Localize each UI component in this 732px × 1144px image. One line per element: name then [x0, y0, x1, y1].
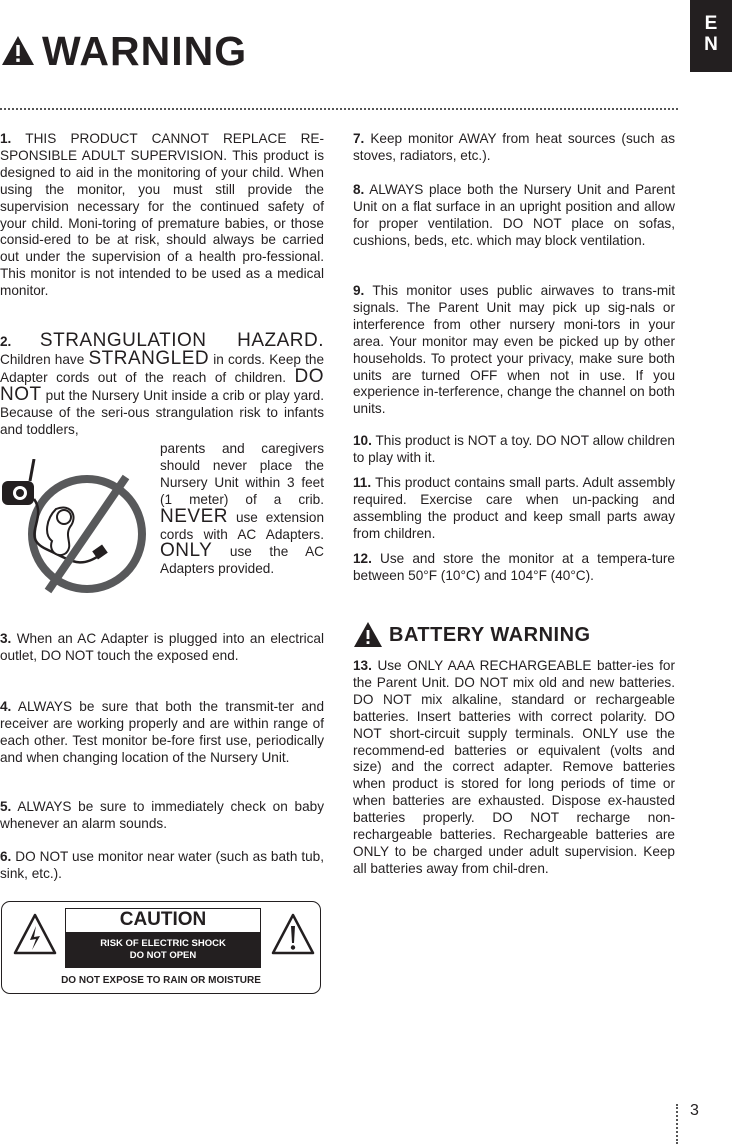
strangulation-hazard-illustration [0, 459, 150, 595]
caution-shock-panel [65, 933, 261, 968]
item-number: 8. [353, 182, 365, 197]
emphasis-do-not: DO NOT [0, 365, 324, 405]
strangulation-hazard-heading: STRANGULATION HAZARD. [39, 330, 324, 351]
page-number: 3 [690, 1102, 699, 1119]
warning-item-5 [0, 799, 324, 833]
item-number: 5. [0, 799, 12, 814]
item-number: 2. [0, 334, 12, 349]
language-tab [690, 0, 732, 72]
item-text: When an AC Adapter is plugged into an electrical outlet, DO NOT touch the exposed end. [0, 631, 325, 663]
page-title-text: WARNING [42, 27, 248, 74]
warning-item-8 [353, 182, 675, 250]
item-number: 7. [353, 131, 365, 146]
item-text: Use and store the monitor at a tempera-ture between 50°F (10°C) and 104°F (40°C). [353, 551, 675, 583]
warning-item-1 [0, 131, 324, 300]
emphasis-strangled: STRANGLED [88, 347, 210, 369]
battery-warning-heading [353, 621, 591, 649]
page-number-divider [676, 1104, 678, 1144]
item-number: 10. [353, 433, 372, 448]
item-number: 9. [353, 283, 365, 298]
item-text: This product contains small parts. Adult assembly required. Exercise care when un-packing and assembling the product and keep small parts away from children. [353, 475, 675, 541]
item-text: put the Nursery Unit inside a crib or play yard. Because of the seri-ous strangulation risk to infants and toddlers, [0, 387, 324, 437]
dotted-divider [0, 108, 678, 110]
item-text: ALWAYS be sure that both the transmit-ter and receiver are working properly and are within range of each other. Test monitor be-fore first use, periodically and when changing location of the Nursery Unit. [0, 699, 325, 765]
warning-item-7 [353, 131, 675, 165]
item-number: 12. [353, 551, 372, 566]
warning-item-4 [0, 699, 324, 767]
warning-triangle-icon [0, 33, 36, 69]
item-number: 1. [0, 131, 12, 146]
warning-item-2-continued [160, 441, 324, 578]
emphasis-never: NEVER [160, 505, 228, 527]
page-title [0, 26, 247, 76]
caution-do-not-open-line: DO NOT OPEN [129, 950, 197, 961]
caution-heading: CAUTION [65, 908, 261, 933]
item-number: 13. [353, 658, 372, 673]
item-text: This monitor uses public airwaves to trans-mit signals. The Parent Unit may pick up sig-nals or interference from other nursery moni-tors in your area. Your monitor may even be picked up by other households. To protect your privacy, make sure both units are turned OFF when not in use. If you experience in-terference, change the channel on both units. [353, 283, 675, 417]
warning-item-9 [353, 283, 675, 418]
item-text: ALWAYS be sure to immediately check on baby whenever an alarm sounds. [0, 799, 324, 831]
language-tab-letter-1: E [704, 13, 718, 34]
item-text: Children have [0, 351, 85, 367]
item-number: 4. [0, 699, 12, 714]
electric-shock-warning-icon [12, 912, 58, 956]
item-text: parents and caregivers should never place the Nursery Unit within 3 feet (1 meter) of a crib. [160, 441, 324, 507]
item-text: Keep monitor AWAY from heat sources (such as stoves, radiators, etc.). [353, 131, 675, 163]
warning-item-3 [0, 631, 324, 665]
warning-item-12 [353, 551, 675, 585]
item-number: 6. [0, 849, 12, 864]
warning-item-2 [0, 330, 325, 438]
warning-item-6 [0, 849, 324, 883]
item-number: 3. [0, 631, 12, 646]
caution-moisture-warning: DO NOT EXPOSE TO RAIN OR MOISTURE [61, 975, 261, 986]
exclamation-warning-icon [270, 912, 316, 956]
item-text: use the AC Adapters provided. [160, 544, 324, 577]
item-text: This product is NOT a toy. DO NOT allow children to play with it. [353, 433, 675, 465]
item-text: use extension cords with AC Adapters. [160, 509, 325, 542]
item-text: Use ONLY AAA RECHARGEABLE batter-ies for the Parent Unit. DO NOT mix old and new batteries. DO NOT mix alkaline, standard or rechargeable batteries. Insert batteries with correct polarity. DO NOT short-circuit supply terminals. ONLY use the recommend-ed batteries or equivalent (volts and size) and the correct adapter. Remove batteries when product is stored for long periods of time or when batteries are exhausted. Dispose ex-hausted batteries properly. DO NOT recharge non-rechargeable batteries. Rechargeable batteries are ONLY to be charged under adult supervision. Keep all batteries away from chil-dren. [353, 658, 676, 876]
battery-warning-title: BATTERY WARNING [389, 623, 591, 646]
caution-shock-line: RISK OF ELECTRIC SHOCK [100, 938, 226, 949]
warning-item-11 [353, 475, 675, 543]
item-text: in cords. Keep the Adapter cords out of the reach of children. [0, 351, 325, 385]
warning-item-13 [353, 658, 675, 878]
item-text: DO NOT use monitor near water (such as bath tub, sink, etc.). [0, 849, 324, 881]
item-text: THIS PRODUCT CANNOT REPLACE RE-SPONSIBLE ADULT SUPERVISION. This product is designed to aid in the monitoring of your child. When using the monitor, you must still provide the supervision necessary for the continued safety of your child. Moni-toring of premature babies, or those consid-ered to be at risk, should always be carried out under the supervision of a health pro-fessional. This monitor is not intended to be used as a medical monitor. [0, 131, 325, 299]
emphasis-only: ONLY [160, 540, 213, 562]
warning-item-10 [353, 433, 675, 467]
item-text: ALWAYS place both the Nursery Unit and Parent Unit on a flat surface in an upright position and allow for proper ventilation. DO NOT place on sofas, cushions, beds, etc. which may block ventilation. [353, 182, 675, 248]
warning-triangle-icon [353, 621, 383, 649]
caution-label-box [1, 901, 321, 994]
language-tab-letter-2: N [704, 34, 718, 55]
item-number: 11. [353, 475, 372, 490]
